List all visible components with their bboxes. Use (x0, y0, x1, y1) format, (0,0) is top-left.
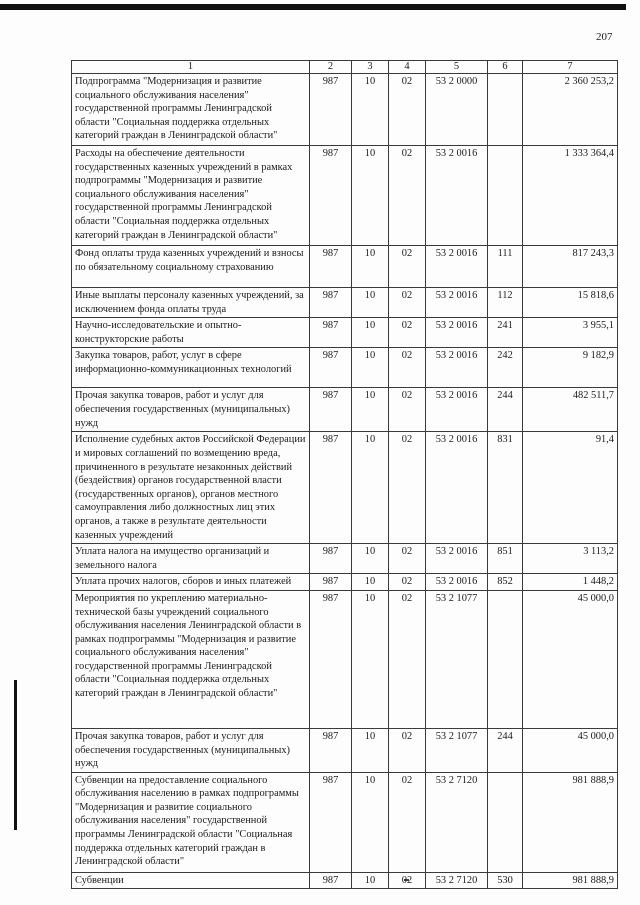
expense-type-cell (488, 772, 523, 872)
page-number: 207 (596, 31, 613, 43)
expense-type-cell: 851 (488, 544, 523, 574)
row-name-cell: Прочая закупка товаров, работ и услуг для обеспечения государственных (муниципальных) нужд (72, 388, 310, 432)
header-row (72, 61, 618, 74)
target-article-cell: 53 2 0016 (426, 348, 488, 388)
ministry-code-cell: 987 (310, 74, 352, 146)
column-header: 3 (352, 61, 389, 74)
amount-cell: 45 000,0 (523, 590, 618, 728)
target-article-cell: 53 2 0016 (426, 318, 488, 348)
table-row (72, 388, 618, 432)
subsection-code-cell: 02 (389, 288, 426, 318)
amount-cell: 45 000,0 (523, 728, 618, 772)
amount-cell: 482 511,7 (523, 388, 618, 432)
expense-type-cell: 111 (488, 246, 523, 288)
column-header: 5 (426, 61, 488, 74)
row-name-cell: Уплата прочих налогов, сборов и иных платежей (72, 574, 310, 591)
amount-cell: 3 113,2 (523, 544, 618, 574)
column-header: 6 (488, 61, 523, 74)
table-row (72, 432, 618, 544)
expense-type-cell: 242 (488, 348, 523, 388)
target-article-cell: 53 2 0016 (426, 288, 488, 318)
expense-type-cell: 831 (488, 432, 523, 544)
row-name-cell: Исполнение судебных актов Российской Федерации и мировых соглашений по возмещению вреда, причиненного в результате незаконных действий (бездействия) органов государственной власти (государственных органов), органов местного самоуправления либо должностных лиц этих органов, а также в результате деятельности казенных учреждений (72, 432, 310, 544)
row-name-cell: Субвенции (72, 872, 310, 889)
expense-type-cell: 530 (488, 872, 523, 889)
subsection-code-cell: 02 (389, 146, 426, 246)
section-code-cell: 10 (352, 872, 389, 889)
column-header: 7 (523, 61, 618, 74)
amount-cell: 1 333 364,4 (523, 146, 618, 246)
ministry-code-cell: 987 (310, 318, 352, 348)
target-article-cell: 53 2 0016 (426, 432, 488, 544)
section-code-cell: 10 (352, 544, 389, 574)
row-name-cell: Субвенции на предоставление социального обслуживания населению в рамках подпрограммы "Модернизация и развитие социального обслуживания населения" государственной программы Ленинградской области "Социальная поддержка отдельных категорий граждан в Ленинградской области" (72, 772, 310, 872)
row-name-cell: Мероприятия по укреплению материально-технической базы учреждений социального обслуживания населения Ленинградской области в рамках подпрограммы "Модернизация и развитие социального обслуживания населения" государственной программы Ленинградской области "Социальная поддержка отдельных категорий граждан в Ленинградской области" (72, 590, 310, 728)
column-header: 4 (389, 61, 426, 74)
target-article-cell: 53 2 7120 (426, 772, 488, 872)
ministry-code-cell: 987 (310, 728, 352, 772)
expense-type-cell: 852 (488, 574, 523, 591)
subsection-code-cell: 02 (389, 318, 426, 348)
section-code-cell: 10 (352, 288, 389, 318)
target-article-cell: 53 2 0016 (426, 146, 488, 246)
expense-type-cell: 112 (488, 288, 523, 318)
target-article-cell: 53 2 0016 (426, 388, 488, 432)
expense-type-cell (488, 590, 523, 728)
top-rule (0, 4, 626, 10)
ministry-code-cell: 987 (310, 574, 352, 591)
amount-cell: 9 182,9 (523, 348, 618, 388)
subsection-code-cell: 02 (389, 348, 426, 388)
ministry-code-cell: 987 (310, 288, 352, 318)
scan-margin-mark (14, 680, 17, 830)
table-row (72, 246, 618, 288)
section-code-cell: 10 (352, 318, 389, 348)
table-row (72, 288, 618, 318)
target-article-cell: 53 2 7120 (426, 872, 488, 889)
row-name-cell: Расходы на обеспечение деятельности государственных казенных учреждений в рамках подпрограммы "Модернизация и развитие социального обслуживания населения" государственной программы Ленинградской области "Социальная поддержка отдельных категорий граждан в Ленинградской области" (72, 146, 310, 246)
amount-cell: 2 360 253,2 (523, 74, 618, 146)
row-name-cell: Иные выплаты персоналу казенных учреждений, за исключением фонда оплаты труда (72, 288, 310, 318)
target-article-cell: 53 2 1077 (426, 590, 488, 728)
table-row (72, 544, 618, 574)
amount-cell: 15 818,6 (523, 288, 618, 318)
ministry-code-cell: 987 (310, 388, 352, 432)
amount-cell: 91,4 (523, 432, 618, 544)
row-name-cell: Уплата налога на имущество организаций и земельного налога (72, 544, 310, 574)
subsection-code-cell: 02 (389, 432, 426, 544)
table-row (72, 728, 618, 772)
subsection-code-cell: 02 (389, 590, 426, 728)
amount-cell: 981 888,9 (523, 772, 618, 872)
section-code-cell: 10 (352, 74, 389, 146)
table-row (72, 772, 618, 872)
column-header: 1 (72, 61, 310, 74)
row-name-cell: Прочая закупка товаров, работ и услуг для обеспечения государственных (муниципальных) нужд (72, 728, 310, 772)
amount-cell: 3 955,1 (523, 318, 618, 348)
subsection-code-cell: 02 (389, 74, 426, 146)
subsection-code-cell: 02 (389, 872, 426, 889)
ministry-code-cell: 987 (310, 146, 352, 246)
section-code-cell: 10 (352, 728, 389, 772)
table-row (72, 348, 618, 388)
target-article-cell: 53 2 0016 (426, 574, 488, 591)
ministry-code-cell: 987 (310, 772, 352, 872)
section-code-cell: 10 (352, 590, 389, 728)
row-name-cell: Подпрограмма "Модернизация и развитие социального обслуживания населения" государственной программы Ленинградской области "Социальная поддержка отдельных категорий граждан в Ленинградской области" (72, 74, 310, 146)
subsection-code-cell: 02 (389, 772, 426, 872)
budget-table (71, 60, 618, 889)
ministry-code-cell: 987 (310, 872, 352, 889)
section-code-cell: 10 (352, 146, 389, 246)
ministry-code-cell: 987 (310, 432, 352, 544)
amount-cell: 817 243,3 (523, 246, 618, 288)
subsection-code-cell: 02 (389, 728, 426, 772)
table-row (72, 574, 618, 591)
subsection-code-cell: 02 (389, 574, 426, 591)
subsection-code-cell: 02 (389, 544, 426, 574)
amount-cell: 981 888,9 (523, 872, 618, 889)
table-row (72, 318, 618, 348)
table-row (72, 146, 618, 246)
subsection-code-cell: 02 (389, 246, 426, 288)
section-code-cell: 10 (352, 348, 389, 388)
target-article-cell: 53 2 0016 (426, 246, 488, 288)
section-code-cell: 10 (352, 574, 389, 591)
subsection-code-cell: 02 (389, 388, 426, 432)
section-code-cell: 10 (352, 388, 389, 432)
expense-type-cell: 241 (488, 318, 523, 348)
ministry-code-cell: 987 (310, 246, 352, 288)
section-code-cell: 10 (352, 772, 389, 872)
expense-type-cell (488, 74, 523, 146)
section-code-cell: 10 (352, 432, 389, 544)
expense-type-cell: 244 (488, 388, 523, 432)
row-name-cell: Закупка товаров, работ, услуг в сфере информационно-коммуникационных технологий (72, 348, 310, 388)
ministry-code-cell: 987 (310, 348, 352, 388)
target-article-cell: 53 2 0016 (426, 544, 488, 574)
section-code-cell: 10 (352, 246, 389, 288)
target-article-cell: 53 2 1077 (426, 728, 488, 772)
column-header: 2 (310, 61, 352, 74)
amount-cell: 1 448,2 (523, 574, 618, 591)
table-row (72, 74, 618, 146)
table-row (72, 872, 618, 889)
ministry-code-cell: 987 (310, 590, 352, 728)
row-name-cell: Фонд оплаты труда казенных учреждений и взносы по обязательному социальному страхованию (72, 246, 310, 288)
ministry-code-cell: 987 (310, 544, 352, 574)
target-article-cell: 53 2 0000 (426, 74, 488, 146)
table-row (72, 590, 618, 728)
expense-type-cell: 244 (488, 728, 523, 772)
row-name-cell: Научно-исследовательские и опытно-конструкторские работы (72, 318, 310, 348)
expense-type-cell (488, 146, 523, 246)
